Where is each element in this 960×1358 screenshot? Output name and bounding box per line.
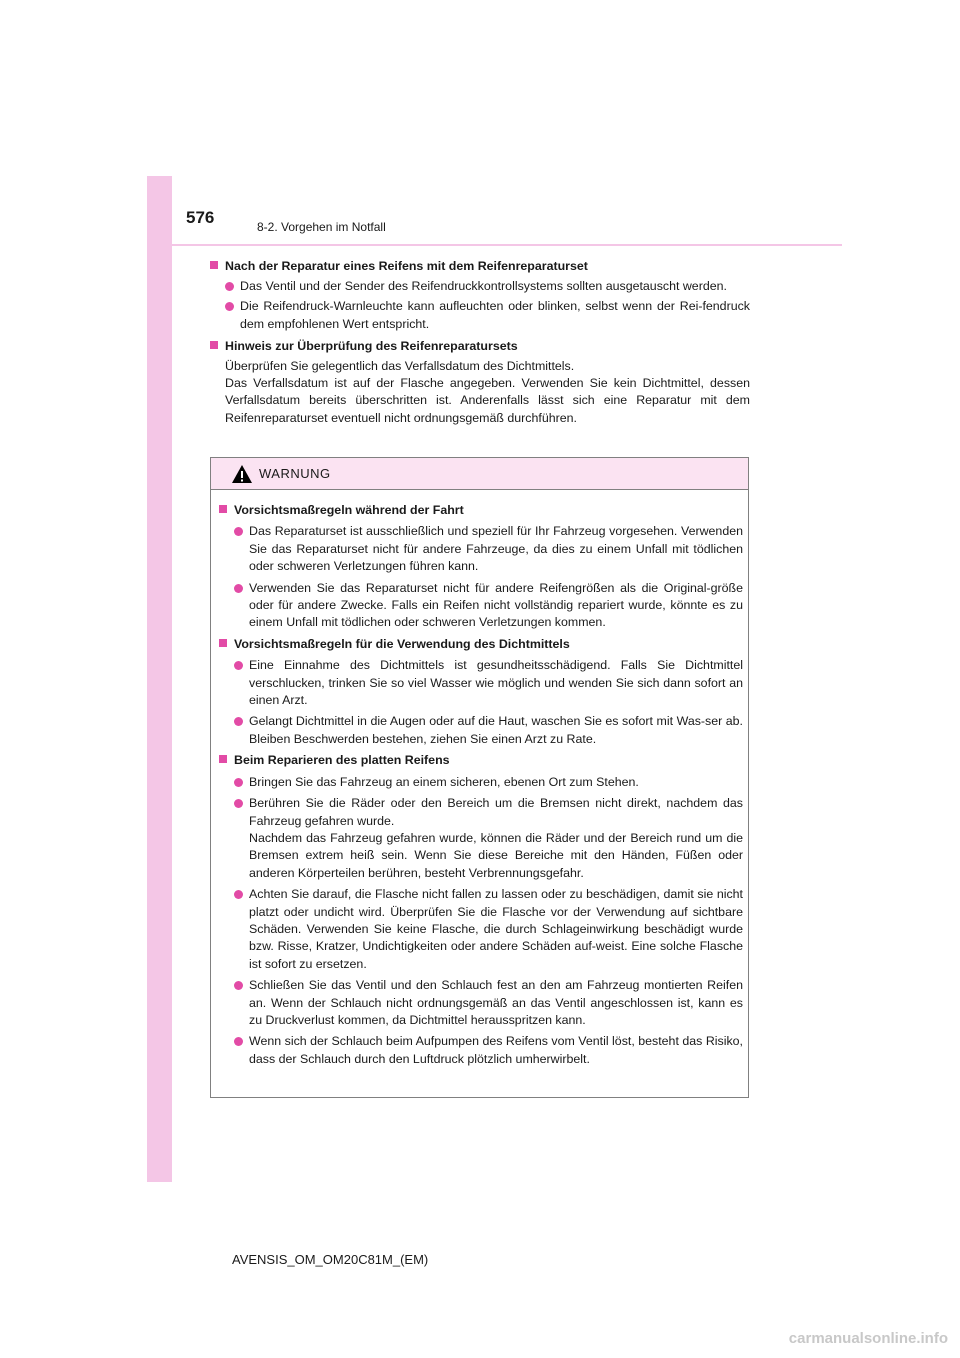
warning-box — [210, 457, 749, 1098]
paragraph: Überprüfen Sie gelegentlich das Verfallsdatum des Dichtmittels. Das Verfallsdatum ist auf der Flasche angegeben. Verwenden Sie kein Dichtmittel, dessen Verfallsdatum bereits überschritten ist. Anderenfalls lässt sich eine Reparatur mit dem Reifenreparaturset eventuell nicht ordnungsgemäß durchführen. — [225, 359, 750, 425]
warning-body — [211, 498, 750, 1068]
section-heading: Hinweis zur Überprüfung des Reifenreparatursets — [210, 338, 750, 355]
square-bullet-icon — [210, 341, 218, 349]
round-bullet-icon — [234, 799, 243, 808]
warning-triangle-icon — [231, 464, 253, 484]
round-bullet-icon — [234, 527, 243, 536]
warning-section-heading: Vorsichtsmaßregeln für die Verwendung des Dichtmittels — [219, 636, 743, 653]
header-rule — [172, 244, 842, 246]
list-item: Gelangt Dichtmittel in die Augen oder auf die Haut, waschen Sie es sofort mit Was-ser ab. Bleiben Beschwerden bestehen, ziehen Sie einen Arzt zu Rate. — [234, 713, 743, 748]
square-bullet-icon — [219, 639, 227, 647]
round-bullet-icon — [234, 584, 243, 593]
list-item: Das Reparaturset ist ausschließlich und speziell für Ihr Fahrzeug vorgesehen. Verwenden Sie das Reparaturset nicht für andere Fahrzeuge, da dies zu einem Unfall mit tödlichen oder schweren Verletzungen führen kann. — [234, 523, 743, 575]
round-bullet-icon — [234, 890, 243, 899]
round-bullet-icon — [234, 778, 243, 787]
side-color-bar — [147, 176, 172, 1182]
list-item: Das Ventil und der Sender des Reifendruckkontrollsystems sollten ausgetauscht werden. — [225, 278, 750, 295]
list-item: Wenn sich der Schlauch beim Aufpumpen des Reifens vom Ventil löst, besteht das Risiko, dass der Schlauch durch den Luftdruck plötzlich umherwirbelt. — [234, 1033, 743, 1068]
round-bullet-icon — [234, 1037, 243, 1046]
warning-section-heading: Beim Reparieren des platten Reifens — [219, 752, 743, 769]
list-item: Schließen Sie das Ventil und den Schlauch fest an den am Fahrzeug montierten Reifen an. Wenn der Schlauch nicht ordnungsgemäß an das Ventil angeschlossen ist, kann es zu Druckverlust kommen, da Dichtmittel herausspritzen kann. — [234, 977, 743, 1029]
round-bullet-icon — [225, 282, 234, 291]
round-bullet-icon — [234, 717, 243, 726]
warning-header — [211, 458, 748, 490]
square-bullet-icon — [210, 261, 218, 269]
round-bullet-icon — [234, 981, 243, 990]
list-item: Achten Sie darauf, die Flasche nicht fallen zu lassen oder zu beschädigen, damit sie nicht platzt oder undicht wird. Überprüfen Sie die Flasche vor der Verwendung auf sichtbare Schäden. Verwenden Sie keine Flasche, die durch Schlageinwirkung beschädigt wurde bzw. Risse, Kratzer, Undichtigkeiten oder andere Schäden auf-weist. Eine solche Flasche ist sofort zu ersetzen. — [234, 886, 743, 973]
watermark: carmanualsonline.info — [788, 1330, 948, 1347]
square-bullet-icon — [219, 755, 227, 763]
list-item: Die Reifendruck-Warnleuchte kann aufleuchten oder blinken, selbst wenn der Rei-fendruck dem empfohlenen Wert entspricht. — [225, 298, 750, 332]
warning-section-heading: Vorsichtsmaßregeln während der Fahrt — [219, 502, 743, 519]
warning-label: WARNUNG — [259, 466, 331, 481]
round-bullet-icon — [225, 302, 234, 311]
main-content — [210, 254, 750, 427]
footer-code: AVENSIS_OM_OM20C81M_(EM) — [232, 1252, 429, 1267]
round-bullet-icon — [234, 661, 243, 670]
page-number: 576 — [186, 208, 215, 227]
section-heading: Nach der Reparatur eines Reifens mit dem Reifenreparaturset — [210, 258, 750, 275]
list-item: Verwenden Sie das Reparaturset nicht für andere Reifengrößen als die Original-größe oder für andere Zwecke. Falls ein Reifen nicht vollständig repariert wurde, könnte es zu einem Unfall mit tödlichen oder schweren Verletzungen kommen. — [234, 580, 743, 632]
list-item: Berühren Sie die Räder oder den Bereich um die Bremsen nicht direkt, nachdem das Fahrzeug gefahren wurde. Nachdem das Fahrzeug gefahren wurde, können die Räder und der Bereich rund um die Bremsen extrem heiß sein. Wenn Sie diese Bereiche mit den Händen, Füßen oder anderen Körperteilen berühren, besteht Verbrennungsgefahr. — [234, 795, 743, 882]
list-item: Eine Einnahme des Dichtmittels ist gesundheitsschädigend. Falls Sie Dichtmittel verschlucken, trinken Sie so viel Wasser wie möglich und wenden Sie sich dann sofort an einen Arzt. — [234, 657, 743, 709]
list-item: Bringen Sie das Fahrzeug an einem sicheren, ebenen Ort zum Stehen. — [234, 774, 743, 791]
square-bullet-icon — [219, 505, 227, 513]
section-title: 8-2. Vorgehen im Notfall — [257, 220, 386, 234]
